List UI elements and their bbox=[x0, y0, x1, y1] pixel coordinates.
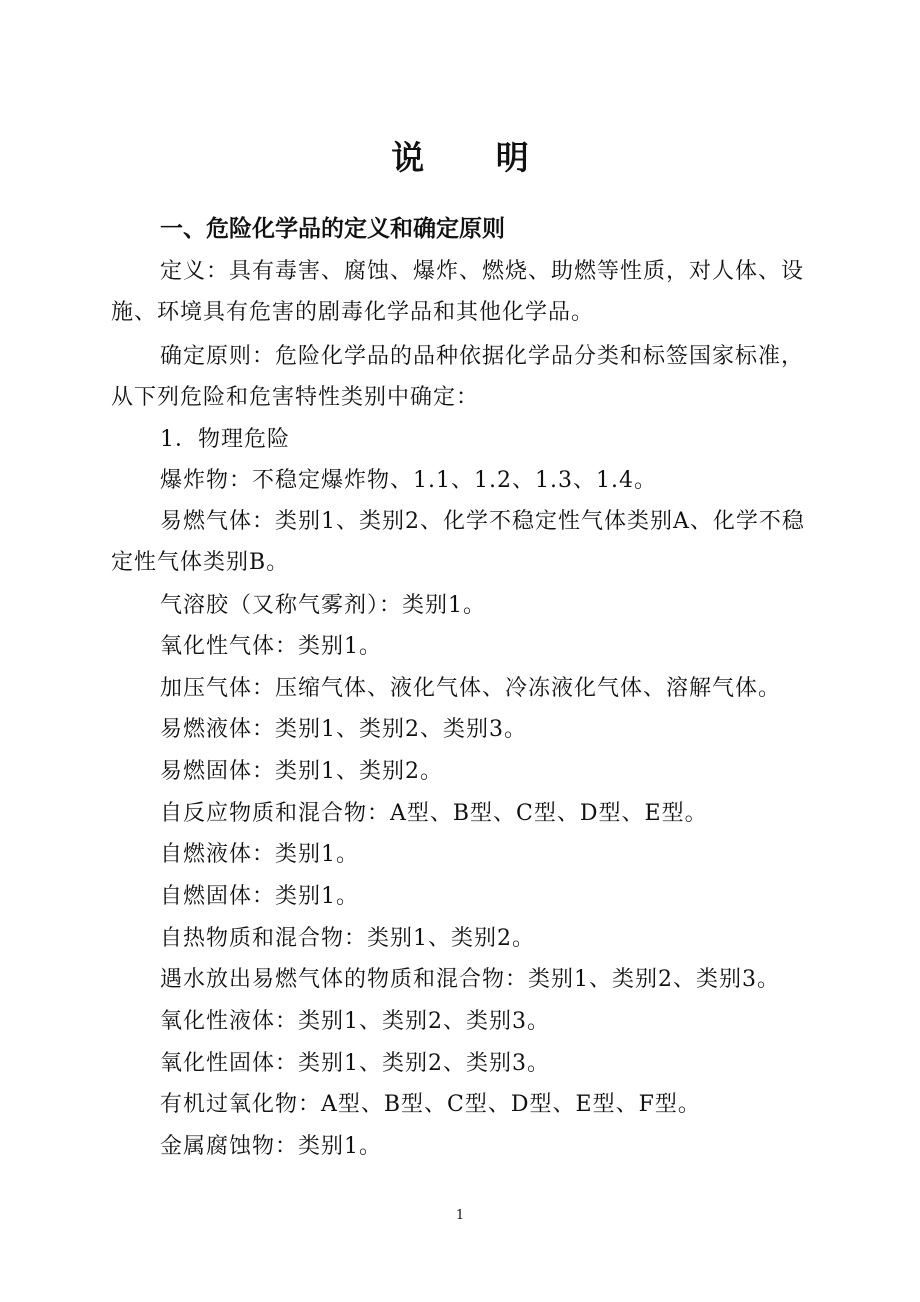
definition-paragraph: 定义：具有毒害、腐蚀、爆炸、燃烧、助燃等性质，对人体、设施、环境具有危害的剧毒化学品和其他化学品。 bbox=[111, 259, 805, 325]
list-item: 氧化性液体：类别1、类别2、类别3。 bbox=[160, 1009, 550, 1034]
list-item: 有机过氧化物：A型、B型、C型、D型、E型、F型。 bbox=[160, 1092, 701, 1117]
list-item: 金属腐蚀物：类别1。 bbox=[160, 1134, 382, 1159]
list-item: 自热物质和混合物：类别1、类别2。 bbox=[160, 926, 535, 951]
list-item: 氧化性气体：类别1。 bbox=[160, 634, 382, 659]
list-item-flammable-gases: 易燃气体：类别1、类别2、化学不稳定性气体类别A、化学不稳定性气体类别B。 bbox=[111, 509, 805, 575]
page-title: 说 明 bbox=[391, 138, 559, 177]
subheading-physical-hazards: 1．物理危险 bbox=[160, 427, 290, 452]
principle-paragraph: 确定原则：危险化学品的品种依据化学品分类和标签国家标准，从下列危险和危害特性类别中确定： bbox=[111, 344, 805, 410]
list-item-explosives: 爆炸物：不稳定爆炸物、1.1、1.2、1.3、1.4。 bbox=[160, 468, 657, 493]
list-item: 加压气体：压缩气体、液化气体、冷冻液化气体、溶解气体。 bbox=[160, 676, 782, 701]
list-item: 自燃固体：类别1。 bbox=[160, 884, 359, 909]
page-number: 1 bbox=[455, 1208, 465, 1223]
list-item: 自燃液体：类别1。 bbox=[160, 842, 359, 867]
list-item: 易燃液体：类别1、类别2、类别3。 bbox=[160, 717, 527, 742]
list-item: 气溶胶（又称气雾剂）：类别1。 bbox=[160, 593, 486, 618]
list-item: 易燃固体：类别1、类别2。 bbox=[160, 759, 443, 784]
list-item: 氧化性固体：类别1、类别2、类别3。 bbox=[160, 1051, 550, 1076]
list-item: 遇水放出易燃气体的物质和混合物：类别1、类别2、类别3。 bbox=[160, 967, 780, 992]
section-heading: 一、危险化学品的定义和确定原则 bbox=[160, 216, 505, 242]
list-item: 自反应物质和混合物：A型、B型、C型、D型、E型。 bbox=[160, 801, 708, 826]
